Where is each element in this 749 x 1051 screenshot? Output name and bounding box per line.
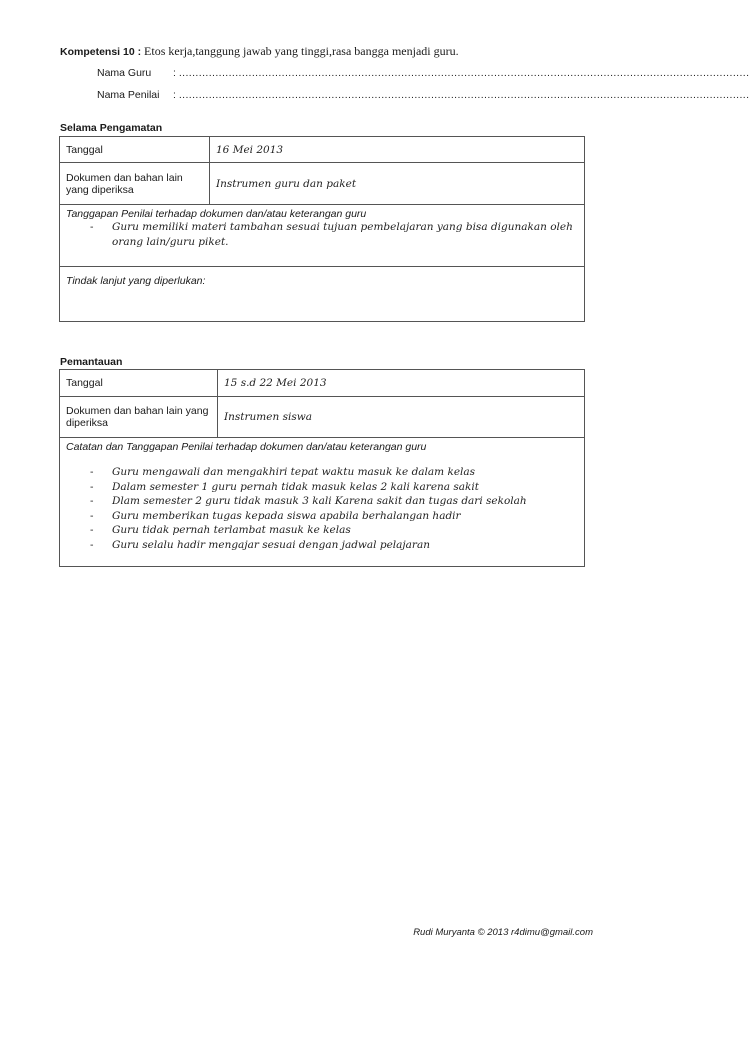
nama-penilai-label: Nama Penilai: [97, 89, 160, 101]
list-item: - Guru selalu hadir mengajar sesuai dengan jadwal pelajaran: [90, 538, 578, 553]
nama-guru-row: [97, 67, 749, 79]
dokumen-label: Dokumen dan bahan lain yang diperiksa: [60, 163, 210, 205]
table-row: [60, 163, 585, 205]
nama-penilai-separator: :: [173, 89, 176, 101]
catatan-label: Catatan dan Tanggapan Penilai terhadap dokumen dan/atau keterangan guru: [66, 441, 427, 453]
nama-guru-label: Nama Guru: [97, 67, 152, 79]
table-row: [60, 370, 585, 397]
list-item: - Guru memiliki materi tambahan sesuai tujuan pembelajaran yang bisa digunakan oleh orang lain/guru piket.: [90, 220, 578, 249]
table-row: [60, 397, 585, 438]
list-item: - Dalam semester 1 guru pernah tidak masuk kelas 2 kali karena sakit: [90, 480, 578, 495]
list-item: - Guru tidak pernah terlambat masuk ke kelas: [90, 523, 578, 538]
pemantauan-title: Pemantauan: [60, 356, 123, 368]
tanggal-value: 15 s.d 22 Mei 2013: [218, 370, 585, 397]
kompetensi-heading: [60, 44, 459, 59]
dokumen-value: Instrumen siswa: [218, 397, 585, 438]
tanggapan-label: Tanggapan Penilai terhadap dokumen dan/atau keterangan guru: [66, 208, 367, 220]
table-row: [60, 205, 585, 267]
tanggapan-cell: [60, 205, 585, 267]
nama-guru-separator: :: [173, 67, 176, 79]
dokumen-value: Instrumen guru dan paket: [210, 163, 585, 205]
selama-pengamatan-title: Selama Pengamatan: [60, 122, 163, 134]
kompetensi-label: Kompetensi 10 :: [60, 46, 142, 58]
catatan-cell: [60, 438, 585, 567]
nama-guru-blank: ............................................................................................................................................................................: [178, 67, 749, 79]
footer-credit: Rudi Muryanta © 2013 r4dimu@gmail.com: [413, 927, 593, 938]
tanggal-value: 16 Mei 2013: [210, 137, 585, 163]
nama-penilai-blank: ............................................................................................................................................................................: [178, 89, 749, 101]
table-row: [60, 438, 585, 567]
tanggal-label: Tanggal: [60, 370, 218, 397]
catatan-list: [66, 465, 578, 552]
pemantauan-table: [59, 369, 585, 567]
list-item: - Guru mengawali dan mengakhiri tepat waktu masuk ke dalam kelas: [90, 465, 578, 480]
tindak-lanjut-label: Tindak lanjut yang diperlukan:: [60, 267, 585, 322]
selama-pengamatan-table: [59, 136, 585, 322]
tanggal-label: Tanggal: [60, 137, 210, 163]
table-row: [60, 137, 585, 163]
dokumen-label: Dokumen dan bahan lain yang diperiksa: [60, 397, 218, 438]
nama-penilai-row: [97, 89, 749, 101]
list-item: - Guru memberikan tugas kepada siswa apabila berhalangan hadir: [90, 509, 578, 524]
list-item: - Dlam semester 2 guru tidak masuk 3 kali Karena sakit dan tugas dari sekolah: [90, 494, 578, 509]
kompetensi-text: Etos kerja,tanggung jawab yang tinggi,rasa bangga menjadi guru.: [144, 44, 459, 58]
tanggapan-list: [66, 220, 578, 249]
table-row: [60, 267, 585, 322]
